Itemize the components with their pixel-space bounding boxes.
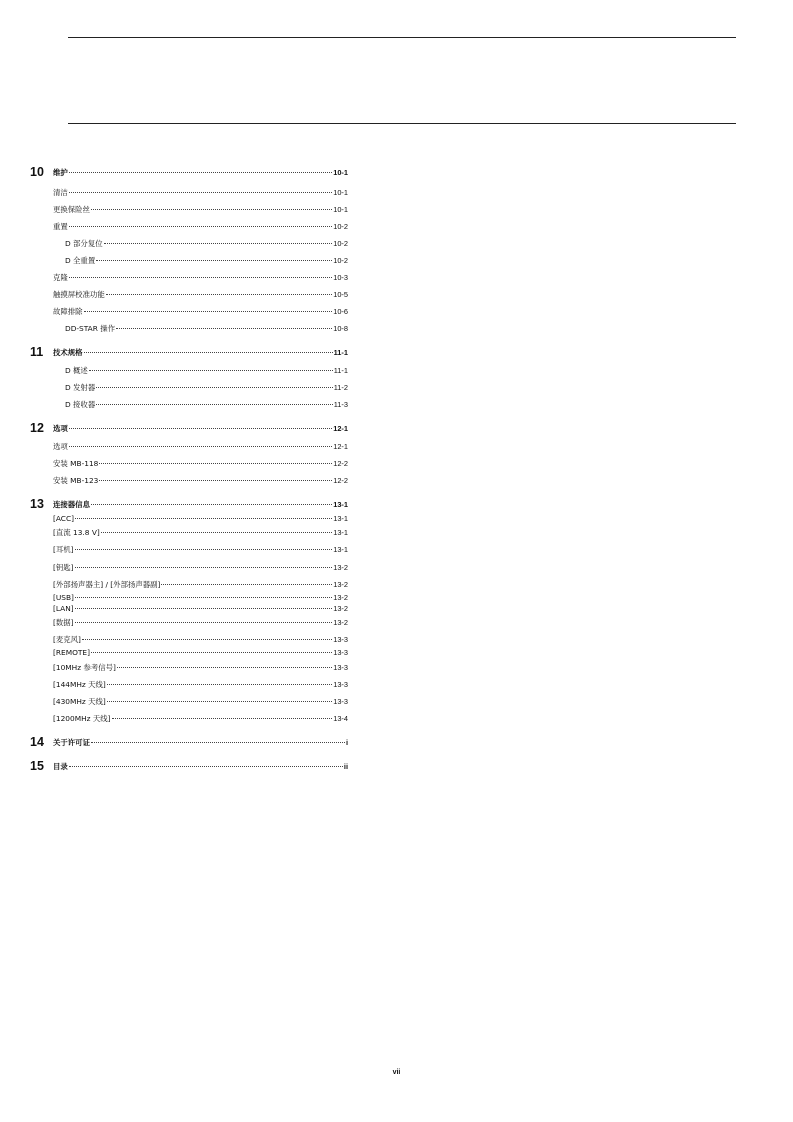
dot-leader <box>69 446 332 447</box>
dot-leader <box>96 404 333 405</box>
toc-entry-title: [直流 13.8 V] <box>53 528 100 537</box>
dot-leader <box>89 370 333 371</box>
toc-entry-title: [10MHz 参考信号] <box>53 663 116 672</box>
dot-leader <box>82 639 332 640</box>
toc-entry-title: 清洁 <box>53 188 68 197</box>
toc-entry-page: 13-4 <box>333 714 348 723</box>
toc-entry[interactable] <box>53 514 348 524</box>
toc-subentry[interactable] <box>65 256 348 266</box>
dot-leader <box>69 428 332 429</box>
toc-entry[interactable] <box>53 222 348 232</box>
dot-leader <box>99 480 332 481</box>
toc-entry-title: [REMOTE] <box>53 648 90 657</box>
dot-leader <box>69 192 332 193</box>
toc-entry[interactable] <box>53 205 348 215</box>
toc-entry-page: 13-3 <box>333 648 348 657</box>
dot-leader <box>91 742 345 743</box>
toc-entry-page: 13-1 <box>333 514 348 523</box>
chapter-number: 12 <box>30 421 44 435</box>
dot-leader <box>84 311 333 312</box>
dot-leader <box>106 294 332 295</box>
toc-entry[interactable] <box>53 476 348 486</box>
toc-entry-title: 故障排除 <box>53 307 83 316</box>
dot-leader <box>116 328 332 329</box>
dot-leader <box>101 532 332 533</box>
chapter-number: 11 <box>30 345 44 359</box>
toc-entry-page: 11-3 <box>333 400 348 409</box>
toc-entry-page: 10-3 <box>333 273 348 282</box>
toc-subentry[interactable] <box>65 400 348 410</box>
toc-entry-page: 11-1 <box>333 366 348 375</box>
toc-entry-page: 10-1 <box>333 168 348 177</box>
toc-entry-title: D 全重置 <box>65 256 96 265</box>
toc-entry[interactable] <box>53 580 348 590</box>
dot-leader <box>75 622 333 623</box>
dot-leader <box>75 518 332 519</box>
toc-entry-title: D 部分复位 <box>65 239 103 248</box>
toc-subentry[interactable] <box>65 383 348 393</box>
dot-leader <box>75 608 333 609</box>
dot-leader <box>104 243 333 244</box>
toc-entry-title: 选项 <box>53 424 68 433</box>
toc-entry-title: D 发射器 <box>65 383 96 392</box>
toc-entry-title: 更换保险丝 <box>53 205 90 214</box>
toc-chapter-heading[interactable] <box>53 738 348 748</box>
toc-entry-page: 13-2 <box>333 563 348 572</box>
toc-entry[interactable] <box>53 563 348 573</box>
toc-entry-page: 10-5 <box>333 290 348 299</box>
toc-entry-page: 10-2 <box>333 256 348 265</box>
toc-entry-page: 13-1 <box>333 500 348 509</box>
toc-entry[interactable] <box>53 442 348 452</box>
toc-entry-title: 触摸屏校准功能 <box>53 290 105 299</box>
dot-leader <box>84 352 333 353</box>
dot-leader <box>69 766 343 767</box>
toc-entry[interactable] <box>53 307 348 317</box>
chapter-number: 14 <box>30 735 44 749</box>
page-number: vii <box>392 1069 401 1076</box>
toc-entry-title: 选项 <box>53 442 68 451</box>
toc-entry-page: 13-2 <box>333 580 348 589</box>
toc-entry-page: 13-2 <box>333 604 348 613</box>
header-top-rule <box>68 37 736 38</box>
toc-entry-page: 10-2 <box>333 222 348 231</box>
toc-entry-title: [LAN] <box>53 604 74 613</box>
dot-leader <box>96 387 333 388</box>
toc-entry-page: 11-2 <box>333 383 348 392</box>
toc-entry-title: [数据] <box>53 618 74 627</box>
dot-leader <box>96 260 332 261</box>
toc-entry[interactable] <box>53 663 348 673</box>
dot-leader <box>91 209 332 210</box>
dot-leader <box>117 667 332 668</box>
toc-entry-page: ii <box>343 762 348 771</box>
toc-entry-page: 10-6 <box>333 307 348 316</box>
toc-entry-page: 13-3 <box>333 697 348 706</box>
toc-entry[interactable] <box>53 188 348 198</box>
toc-entry-title: 连接器信息 <box>53 500 90 509</box>
toc-entry-title: 技术规格 <box>53 348 83 357</box>
toc-entry-title: 关于许可证 <box>53 738 90 747</box>
toc-entry-title: [外部扬声器主] / [外部扬声器副] <box>53 580 161 589</box>
toc-entry-title: 克隆 <box>53 273 68 282</box>
toc-entry-page: 13-3 <box>333 680 348 689</box>
toc-entry-title: [麦克风] <box>53 635 81 644</box>
toc-entry-page: 10-1 <box>333 188 348 197</box>
toc-entry[interactable] <box>53 290 348 300</box>
toc-entry-page: 12-2 <box>333 459 348 468</box>
toc-subentry[interactable] <box>65 239 348 249</box>
toc-entry-title: 安装 MB-123 <box>53 476 99 485</box>
dot-leader <box>161 584 332 585</box>
header-bottom-rule <box>68 123 736 124</box>
toc-entry-title: [USB] <box>53 593 74 602</box>
toc-entry[interactable] <box>53 604 348 614</box>
toc-entry-page: 12-1 <box>333 424 348 433</box>
toc-entry[interactable] <box>53 680 348 690</box>
toc-entry-page: 12-1 <box>333 442 348 451</box>
toc-entry-page: 10-2 <box>333 239 348 248</box>
chapter-number: 10 <box>30 165 44 179</box>
toc-entry-title: 安装 MB-118 <box>53 459 99 468</box>
toc-chapter-heading[interactable] <box>53 762 348 772</box>
toc-entry[interactable] <box>53 545 348 555</box>
toc-entry-page: 10-8 <box>333 324 348 333</box>
toc-chapter-heading[interactable] <box>53 168 348 178</box>
toc-entry-page: 13-1 <box>333 545 348 554</box>
toc-entry-title: D 概述 <box>65 366 88 375</box>
toc-entry-page: 13-1 <box>333 528 348 537</box>
dot-leader <box>69 277 332 278</box>
dot-leader <box>112 718 333 719</box>
dot-leader <box>75 597 332 598</box>
toc-entry[interactable] <box>53 528 348 538</box>
toc-entry-page: 12-2 <box>333 476 348 485</box>
dot-leader <box>107 684 332 685</box>
toc-entry-title: [耳机] <box>53 545 74 554</box>
toc-chapter-heading[interactable] <box>53 500 348 510</box>
toc-entry-title: 重置 <box>53 222 68 231</box>
toc-subentry[interactable] <box>65 324 348 334</box>
toc-entry-title: [430MHz 天线] <box>53 697 106 706</box>
toc-subentry[interactable] <box>65 366 348 376</box>
dot-leader <box>107 701 332 702</box>
toc-entry-title: DD-STAR 操作 <box>65 324 116 333</box>
toc-entry-title: [144MHz 天线] <box>53 680 106 689</box>
toc-entry-page: 13-3 <box>333 663 348 672</box>
toc-entry-title: [钥匙] <box>53 563 74 572</box>
dot-leader <box>99 463 332 464</box>
toc-entry-page: 13-3 <box>333 635 348 644</box>
toc-entry[interactable] <box>53 459 348 469</box>
toc-entry[interactable] <box>53 714 348 724</box>
dot-leader <box>75 549 333 550</box>
dot-leader <box>69 172 332 173</box>
toc-entry-page: i <box>345 738 348 747</box>
toc-entry-title: [ACC] <box>53 514 75 523</box>
toc-entry[interactable] <box>53 697 348 707</box>
toc-chapter-heading[interactable] <box>53 424 348 434</box>
toc-entry-page: 11-1 <box>333 348 348 357</box>
toc-entry[interactable] <box>53 635 348 645</box>
dot-leader <box>91 652 332 653</box>
toc-entry-page: 13-2 <box>333 593 348 602</box>
dot-leader <box>69 226 332 227</box>
toc-entry[interactable] <box>53 648 348 658</box>
toc-entry[interactable] <box>53 593 348 603</box>
toc-entry-page: 10-1 <box>333 205 348 214</box>
toc-entry[interactable] <box>53 273 348 283</box>
chapter-number: 15 <box>30 759 44 773</box>
toc-chapter-heading[interactable] <box>53 348 348 358</box>
toc-entry-title: 目录 <box>53 762 68 771</box>
toc-entry-title: [1200MHz 天线] <box>53 714 111 723</box>
dot-leader <box>75 567 333 568</box>
toc-entry-title: D 接收器 <box>65 400 96 409</box>
toc-entry[interactable] <box>53 618 348 628</box>
toc-entry-page: 13-2 <box>333 618 348 627</box>
toc-entry-title: 维护 <box>53 168 68 177</box>
dot-leader <box>91 504 332 505</box>
chapter-number: 13 <box>30 497 44 511</box>
